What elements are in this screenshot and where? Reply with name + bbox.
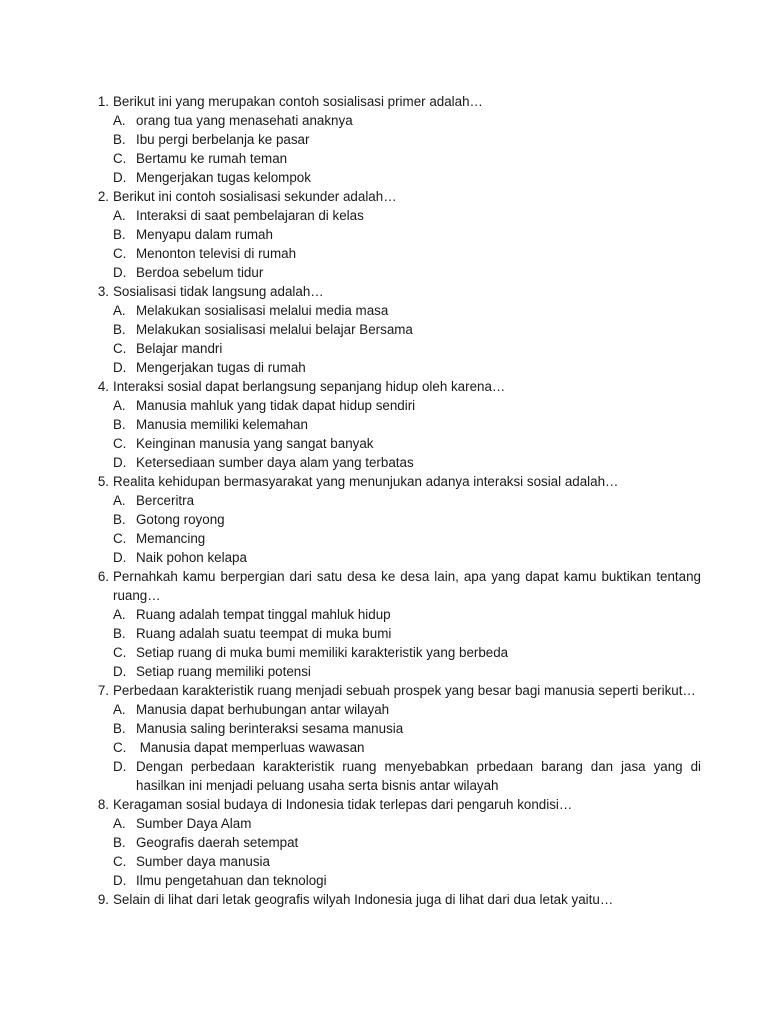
question-number: 3. (97, 284, 109, 299)
option-c (113, 244, 701, 263)
question-text: Perbedaan karakteristik ruang menjadi sebuah prospek yang besar bagi manusia seperti berikut… (113, 683, 696, 698)
option-letter: D. (113, 759, 127, 774)
option-text: Ibu pergi berbelanja ke pasar (136, 132, 310, 147)
question-3 (97, 282, 701, 377)
option-text: Menyapu dalam rumah (136, 227, 273, 242)
question-number: 5. (97, 474, 109, 489)
option-list (113, 301, 701, 377)
option-letter: C. (113, 531, 127, 546)
option-list (113, 700, 701, 795)
option-text: Setiap ruang di muka bumi memiliki karakteristik yang berbeda (136, 645, 509, 660)
option-letter: A. (113, 493, 126, 508)
option-d (113, 168, 701, 187)
option-a (113, 700, 701, 719)
option-c (113, 529, 701, 548)
option-letter: D. (113, 550, 127, 565)
option-letter: A. (113, 607, 126, 622)
option-text: Geografis daerah setempat (136, 835, 299, 850)
option-d (113, 548, 701, 567)
option-list (113, 111, 701, 187)
option-text: Ruang adalah tempat tinggal mahluk hidup (136, 607, 391, 622)
option-letter: A. (113, 303, 126, 318)
option-d (113, 662, 701, 681)
question-text: Berikut ini contoh sosialisasi sekunder adalah… (113, 189, 397, 204)
option-letter: C. (113, 436, 127, 451)
option-text: Memancing (136, 531, 206, 546)
option-letter: B. (113, 835, 126, 850)
question-number: 8. (97, 797, 109, 812)
option-c (113, 339, 701, 358)
option-a (113, 491, 701, 510)
option-letter: D. (113, 360, 127, 375)
option-text: Bertamu ke rumah teman (136, 151, 288, 166)
option-c (113, 852, 701, 871)
option-b (113, 415, 701, 434)
question-2 (97, 187, 701, 282)
question-7 (97, 681, 701, 795)
option-letter: B. (113, 721, 126, 736)
option-letter: A. (113, 113, 126, 128)
question-number: 6. (97, 569, 109, 584)
option-b (113, 624, 701, 643)
question-4 (97, 377, 701, 472)
option-letter: A. (113, 208, 126, 223)
option-a (113, 814, 701, 833)
option-letter: B. (113, 132, 126, 147)
option-letter: A. (113, 398, 126, 413)
question-text: Interaksi sosial dapat berlangsung sepanjang hidup oleh karena… (113, 379, 506, 394)
option-letter: C. (113, 341, 127, 356)
option-letter: C. (113, 740, 127, 755)
option-text: Dengan perbedaan karakteristik ruang menyebabkan prbedaan barang dan jasa yang di hasilkan ini menjadi peluang usaha serta bisnis antar wilayah (136, 759, 701, 793)
question-text: Pernahkah kamu berpergian dari satu desa ke desa lain, apa yang dapat kamu buktikan tentang ruang… (113, 569, 701, 603)
option-text: Melakukan sosialisasi melalui media masa (136, 303, 389, 318)
option-text: Manusia saling berinteraksi sesama manusia (136, 721, 404, 736)
question-6 (97, 567, 701, 681)
option-text: Ilmu pengetahuan dan teknologi (136, 873, 327, 888)
option-text: Ruang adalah suatu teempat di muka bumi (136, 626, 392, 641)
question-number: 4. (97, 379, 109, 394)
option-letter: C. (113, 151, 127, 166)
option-letter: D. (113, 873, 127, 888)
option-text: orang tua yang menasehati anaknya (136, 113, 353, 128)
option-b (113, 320, 701, 339)
option-d (113, 757, 701, 795)
option-text: Menonton televisi di rumah (136, 246, 297, 261)
option-text: Naik pohon kelapa (136, 550, 247, 565)
option-a (113, 396, 701, 415)
option-text: Interaksi di saat pembelajaran di kelas (136, 208, 364, 223)
option-a (113, 301, 701, 320)
option-text: Berceritra (136, 493, 195, 508)
question-number: 7. (97, 683, 109, 698)
option-letter: B. (113, 417, 126, 432)
option-text: Manusia memiliki kelemahan (136, 417, 308, 432)
option-a (113, 111, 701, 130)
option-text: Berdoa sebelum tidur (136, 265, 264, 280)
option-b (113, 833, 701, 852)
option-letter: B. (113, 626, 126, 641)
option-text: Ketersediaan sumber daya alam yang terbatas (136, 455, 414, 470)
question-text: Realita kehidupan bermasyarakat yang menunjukan adanya interaksi sosial adalah… (113, 474, 619, 489)
question-8 (97, 795, 701, 890)
question-text: Sosialisasi tidak langsung adalah… (113, 284, 324, 299)
question-text: Selain di lihat dari letak geografis wilyah Indonesia juga di lihat dari dua letak yaitu… (113, 892, 614, 907)
option-letter: C. (113, 246, 127, 261)
option-list (113, 396, 701, 472)
option-b (113, 719, 701, 738)
option-b (113, 130, 701, 149)
option-letter: C. (113, 645, 127, 660)
option-letter: D. (113, 455, 127, 470)
option-letter: B. (113, 322, 126, 337)
option-list (113, 491, 701, 567)
option-text: Manusia dapat berhubungan antar wilayah (136, 702, 390, 717)
option-list (113, 206, 701, 282)
question-text: Berikut ini yang merupakan contoh sosialisasi primer adalah… (113, 94, 483, 109)
option-text: Setiap ruang memiliki potensi (136, 664, 311, 679)
option-d (113, 871, 701, 890)
option-text: Manusia dapat memperluas wawasan (136, 740, 365, 755)
option-c (113, 149, 701, 168)
option-list (113, 814, 701, 890)
option-letter: D. (113, 265, 127, 280)
question-number: 2. (97, 189, 109, 204)
option-text: Sumber Daya Alam (136, 816, 252, 831)
option-text: Manusia mahluk yang tidak dapat hidup sendiri (136, 398, 416, 413)
question-number: 1. (97, 94, 109, 109)
option-letter: A. (113, 702, 126, 717)
option-text: Keinginan manusia yang sangat banyak (136, 436, 374, 451)
option-c (113, 738, 701, 757)
option-letter: D. (113, 170, 127, 185)
option-letter: B. (113, 512, 126, 527)
option-list (113, 605, 701, 681)
option-text: Mengerjakan tugas kelompok (136, 170, 311, 185)
option-text: Gotong royong (136, 512, 225, 527)
document-page (0, 92, 768, 909)
option-d (113, 263, 701, 282)
option-text: Sumber daya manusia (136, 854, 270, 869)
question-5 (97, 472, 701, 567)
option-text: Melakukan sosialisasi melalui belajar Bersama (136, 322, 413, 337)
option-b (113, 510, 701, 529)
option-c (113, 434, 701, 453)
option-letter: C. (113, 854, 127, 869)
option-text: Mengerjakan tugas di rumah (136, 360, 306, 375)
option-c (113, 643, 701, 662)
question-9 (97, 890, 701, 909)
question-1 (97, 92, 701, 187)
option-letter: D. (113, 664, 127, 679)
option-a (113, 605, 701, 624)
option-letter: A. (113, 816, 126, 831)
option-b (113, 225, 701, 244)
question-number: 9. (97, 892, 109, 907)
question-text: Keragaman sosial budaya di Indonesia tidak terlepas dari pengaruh kondisi… (113, 797, 573, 812)
option-text: Belajar mandri (136, 341, 223, 356)
option-d (113, 453, 701, 472)
option-a (113, 206, 701, 225)
option-letter: B. (113, 227, 126, 242)
option-d (113, 358, 701, 377)
